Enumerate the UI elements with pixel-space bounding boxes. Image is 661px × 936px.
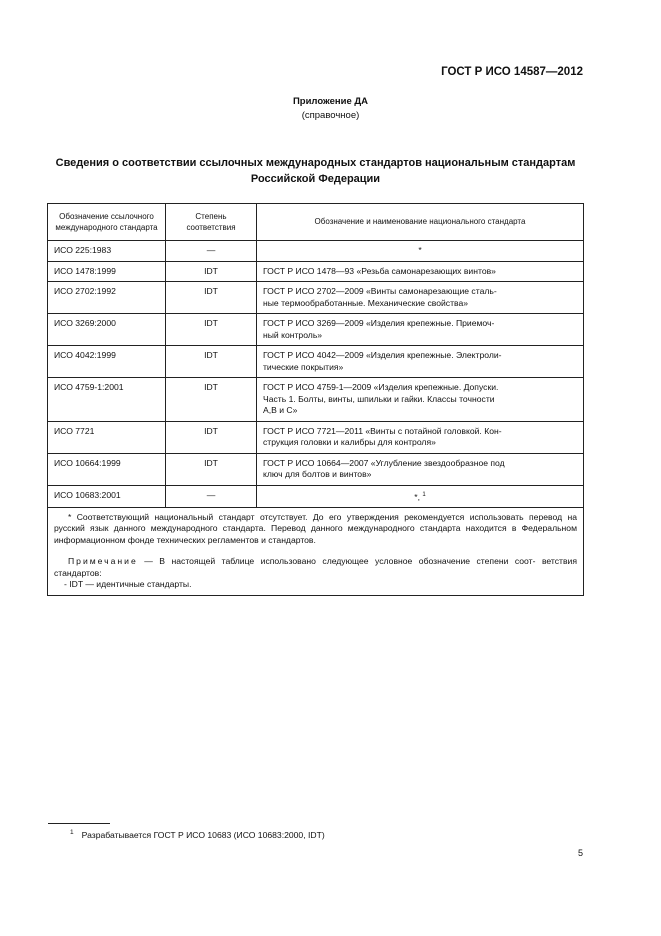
national-standard-line: *, [414, 491, 423, 502]
national-standard-line: ГОСТ Р ИСО 4759-1—2009 «Изделия крепежные. Допуски. [263, 382, 499, 392]
intl-standard-cell: ИСО 10664:1999 [48, 453, 166, 485]
appendix-subtitle: (справочное) [301, 110, 360, 121]
national-standard-cell [257, 485, 584, 507]
degree-cell: IDT [166, 346, 257, 378]
table-row [48, 421, 584, 453]
intl-standard-cell: ИСО 4759-1:2001 [48, 378, 166, 422]
section-title [48, 155, 583, 187]
national-standard-cell [257, 453, 584, 485]
table-row [48, 314, 584, 346]
national-standard-line: Часть 1. Болты, винты, шпильки и гайки. Классы точности [263, 393, 495, 404]
primechanie-note: Примечание — В настоящей таблице использовано следующее условное обозначение степени соот- ветствия стандартов: [54, 556, 577, 578]
table-row [48, 453, 584, 485]
national-standard-cell [257, 282, 584, 314]
degree-cell: IDT [166, 378, 257, 422]
intl-standard-cell: ИСО 7721 [48, 421, 166, 453]
intl-standard-cell: ИСО 1478:1999 [48, 261, 166, 282]
primechanie-idt-line: - IDT — идентичные стандарты. [64, 579, 192, 590]
degree-cell: IDT [166, 261, 257, 282]
national-standard-cell [257, 421, 584, 453]
appendix-heading [0, 95, 661, 123]
national-standard-cell [257, 241, 584, 262]
national-standard-line: ГОСТ Р ИСО 4042—2009 «Изделия крепежные. Электроли- [263, 350, 502, 360]
table-row [48, 282, 584, 314]
degree-cell: IDT [166, 421, 257, 453]
table-row [48, 346, 584, 378]
degree-cell: — [166, 485, 257, 507]
asterisk-note: * Соответствующий национальный стандарт отсутствует. До его утверждения рекомендуется использовать перевод на русский язык данного международного стандарта. Перевод данного международного стандарта находится в Федеральном информационном фонде технических регламентов и стандартов. [54, 511, 578, 545]
national-standard-line: ГОСТ Р ИСО 3269—2009 «Изделия крепежные. Приемоч- [263, 318, 495, 328]
national-standard-cell [257, 261, 584, 282]
header-degree: Степень соответствия [166, 204, 257, 241]
table-notes [48, 507, 584, 595]
table-row [48, 241, 584, 262]
table-row [48, 485, 584, 507]
national-standard-cell [257, 346, 584, 378]
national-standard-line: струкция головки и калибры для контроля» [263, 437, 436, 447]
degree-cell: IDT [166, 314, 257, 346]
national-standard-line: ГОСТ Р ИСО 1478—93 «Резьба самонарезающих винтов» [263, 265, 496, 276]
national-standard-line: ГОСТ Р ИСО 10664—2007 «Углубление звездообразное под [263, 457, 505, 468]
degree-cell: IDT [166, 453, 257, 485]
footnote-ref: 1 [422, 491, 426, 498]
national-standard-line: А,В и С» [263, 405, 298, 415]
national-standard-line: ные термообработанные. Механические свойства» [263, 297, 469, 308]
footnote-text: Разрабатывается ГОСТ Р ИСО 10683 (ИСО 10683:2000, IDT) [81, 829, 325, 840]
table-notes-row [48, 507, 584, 595]
intl-standard-cell: ИСО 4042:1999 [48, 346, 166, 378]
header-national-standard: Обозначение и наименование национального стандарта [257, 204, 584, 241]
appendix-title: Приложение ДА [292, 96, 369, 107]
document-code: ГОСТ Р ИСО 14587—2012 [441, 66, 583, 78]
table-header-row [48, 204, 584, 241]
footnote-separator [48, 823, 110, 824]
footnote-number: 1 [70, 829, 74, 836]
intl-standard-cell: ИСО 3269:2000 [48, 314, 166, 346]
footnote [70, 829, 325, 840]
section-title-line-2: Российской Федерации [250, 173, 381, 185]
national-standard-cell [257, 314, 584, 346]
standards-table [47, 203, 584, 596]
national-standard-line: ГОСТ Р ИСО 7721—2011 «Винты с потайной головкой. Кон- [263, 425, 502, 436]
table-row [48, 261, 584, 282]
national-standard-cell [257, 378, 584, 422]
national-standard-line: ный контроль» [263, 329, 323, 340]
intl-standard-cell: ИСО 2702:1992 [48, 282, 166, 314]
national-standard-line: ГОСТ Р ИСО 2702—2009 «Винты самонарезающие сталь- [263, 286, 497, 296]
degree-cell: — [166, 241, 257, 262]
intl-standard-cell: ИСО 10683:2001 [48, 485, 166, 507]
national-standard-line: тические покрытия» [263, 361, 344, 372]
page-number: 5 [577, 848, 583, 858]
intl-standard-cell: ИСО 225:1983 [48, 241, 166, 262]
degree-cell: IDT [166, 282, 257, 314]
header-intl-standard: Обозначение ссылочного международного стандарта [48, 204, 166, 241]
national-standard-line: ключ для болтов и винтов» [263, 469, 372, 479]
table-row [48, 378, 584, 422]
national-standard-line: * [418, 245, 422, 255]
section-title-line-1: Сведения о соответствии ссылочных международных стандартов национальным стандартам [55, 157, 576, 169]
